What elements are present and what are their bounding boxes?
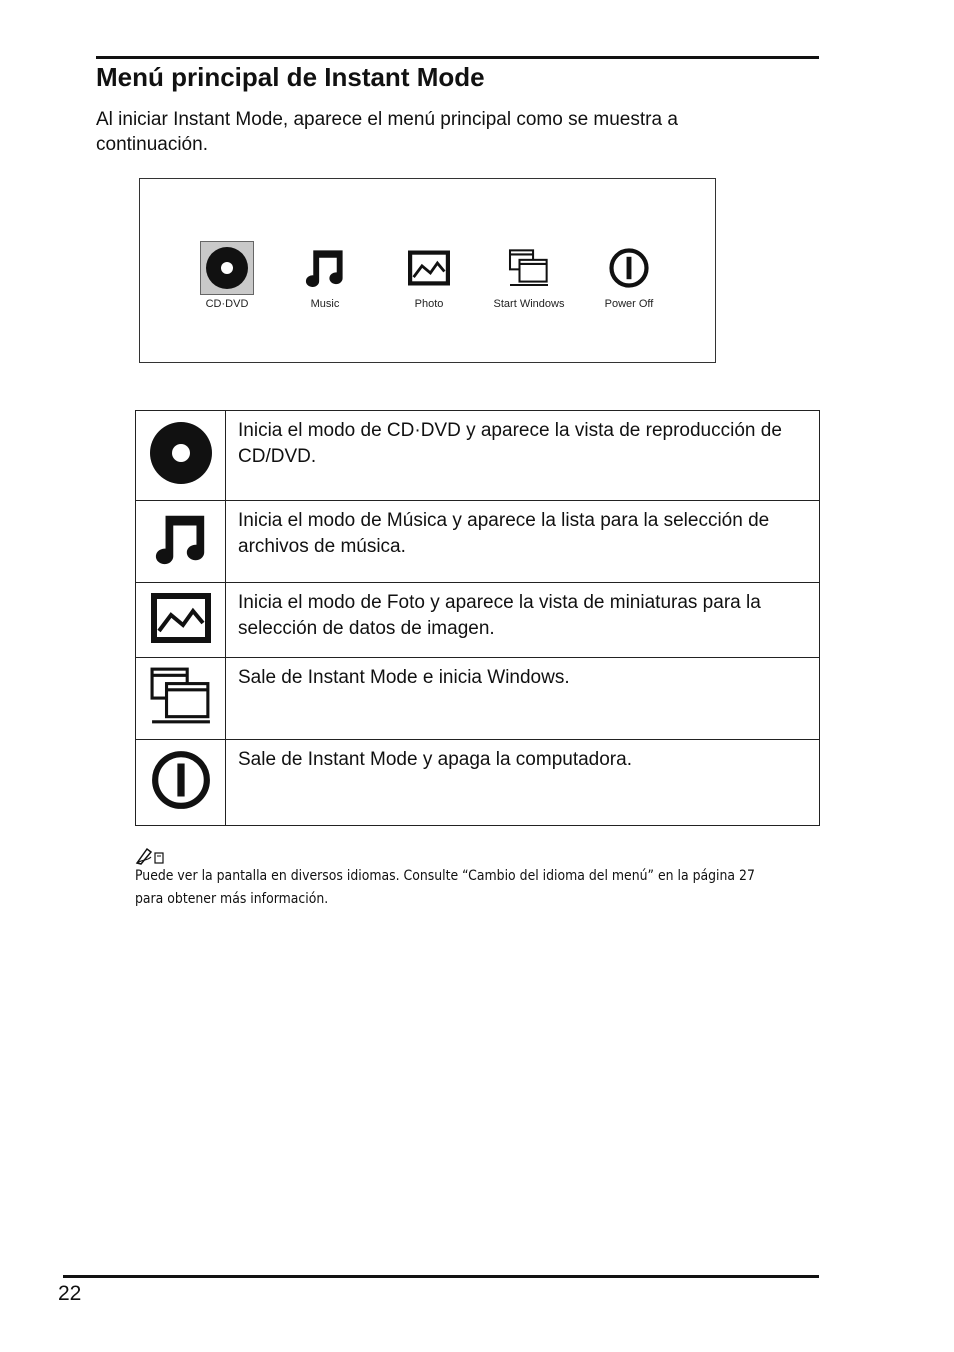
music-note-icon <box>150 510 212 568</box>
top-rule <box>96 56 819 59</box>
cd-dvd-icon <box>200 241 254 295</box>
power-icon <box>150 749 212 811</box>
menu-item-power-off[interactable] <box>574 241 684 310</box>
table-row <box>136 501 820 583</box>
menu-item-start-windows[interactable] <box>474 241 584 310</box>
description-text: Inicia el modo de Música y aparece la lista para la selección de archivos de música. <box>226 501 820 583</box>
icon-cell <box>136 658 226 740</box>
instant-mode-screen <box>139 178 716 363</box>
menu-item-label: Power Off <box>604 298 654 310</box>
intro-paragraph: Al iniciar Instant Mode, aparece el menú principal como se muestra a continuación. <box>96 109 678 155</box>
bottom-rule <box>63 1275 819 1278</box>
table-row <box>136 740 820 826</box>
menu-item-label: Photo <box>414 298 444 310</box>
page-title: Menú principal de Instant Mode <box>96 62 485 92</box>
description-text: Sale de Instant Mode y apaga la computadora. <box>226 740 820 826</box>
cd-dvd-icon <box>149 421 213 485</box>
power-icon <box>602 241 656 295</box>
photo-icon <box>402 241 456 295</box>
description-text: Inicia el modo de Foto y aparece la vista de miniaturas para la selección de datos de imagen. <box>226 583 820 658</box>
table-row <box>136 658 820 740</box>
icon-cell <box>136 411 226 501</box>
windows-icon <box>502 241 556 295</box>
menu-item-photo[interactable] <box>374 241 484 310</box>
icon-cell <box>136 583 226 658</box>
note-text: Puede ver la pantalla en diversos idiomas. Consulte “Cambio del idioma del menú” en la página 27 para obtener más información. <box>135 868 755 907</box>
description-text: Inicia el modo de CD·DVD y aparece la vista de reproducción de CD/DVD. <box>226 411 820 501</box>
icon-cell <box>136 501 226 583</box>
description-text: Sale de Instant Mode e inicia Windows. <box>226 658 820 740</box>
menu-item-label: CD·DVD <box>205 298 249 310</box>
menu-item-label: Music <box>310 298 340 310</box>
icon-cell <box>136 740 226 826</box>
menu-item-cd-dvd[interactable] <box>172 241 282 310</box>
music-note-icon <box>298 241 352 295</box>
windows-icon <box>150 667 212 725</box>
photo-icon <box>150 593 212 643</box>
menu-item-music[interactable] <box>270 241 380 310</box>
menu-item-label: Start Windows <box>493 298 565 310</box>
table-row <box>136 411 820 501</box>
table-row <box>136 583 820 658</box>
page-number: 22 <box>58 1282 82 1305</box>
icon-description-table <box>135 410 820 826</box>
